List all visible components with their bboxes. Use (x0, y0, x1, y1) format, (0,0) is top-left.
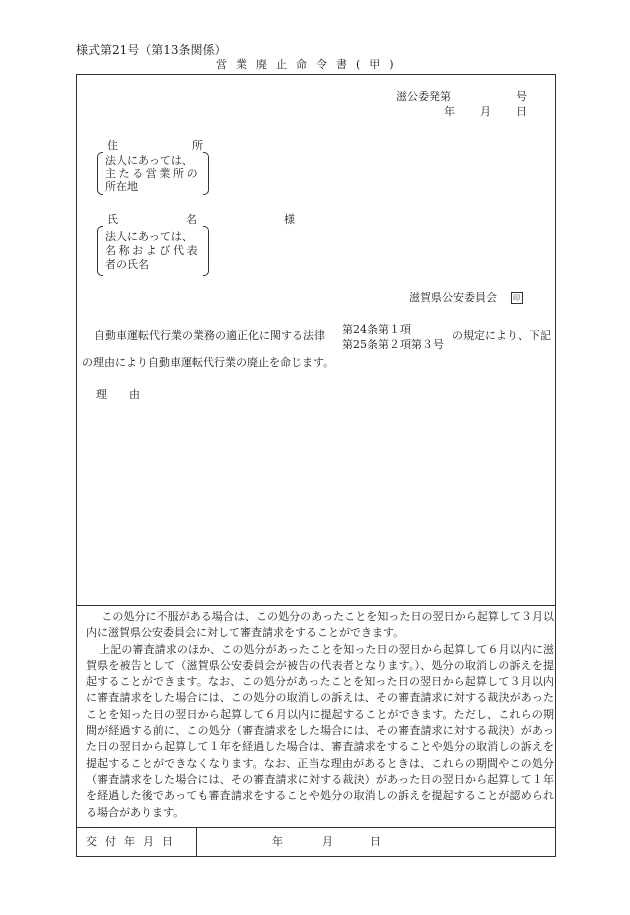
name-note (105, 230, 205, 272)
delivery-month: 月 (322, 835, 333, 848)
issuing-authority (409, 292, 523, 304)
delivery-divider (76, 827, 556, 828)
authority-name: 滋賀県公安委員会 (409, 291, 497, 304)
order-text-line-2: の理由により自動車運転代行業の廃止を命じます。 (82, 356, 335, 369)
issue-date-month: 月 (480, 105, 491, 118)
name-label-char-1: 氏 (107, 213, 118, 226)
address-label-char-2: 所 (192, 139, 203, 152)
seal-mark: 印 (511, 292, 523, 304)
address-note-bracket-left (97, 152, 103, 195)
issuer-number-suffix: 号 (516, 90, 527, 103)
address-note-line-3: 所在地 (105, 180, 138, 193)
article-option-1: 第24条第１項 (342, 323, 411, 336)
notice-divider (76, 605, 556, 606)
name-note-line-3: 者の氏名 (105, 258, 149, 271)
article-option-2: 第25条第２項第３号 (342, 338, 444, 351)
name-label-char-2: 名 (186, 213, 197, 226)
address-label (107, 140, 203, 151)
name-note-bracket-left (97, 226, 103, 276)
appeal-notice-paragraph-1: この処分に不服がある場合は、この処分のあったことを知った日の翌日から起算して３月以内に滋賀県公安委員会に対して審査請求をすることができます。 (86, 610, 554, 640)
name-note-line-2: 名称および代表 (105, 244, 201, 257)
name-honorific: 様 (284, 213, 295, 226)
issuer-number-prefix: 滋公委発第 (396, 90, 451, 103)
delivery-date-label: 交付年月日 (86, 835, 181, 848)
delivery-day: 日 (370, 835, 381, 848)
form-number: 様式第21号（第13条関係） (76, 43, 227, 57)
delivery-year: 年 (272, 835, 283, 848)
reason-label: 理 由 (96, 388, 140, 401)
address-note-line-1: 法人にあっては、 (105, 154, 193, 167)
address-note-line-2: 主たる営業所の (105, 167, 201, 180)
order-text-suffix: の規定により、下記 (452, 329, 551, 342)
order-text-prefix: 自動車運転代行業の業務の適正化に関する法律 (94, 329, 325, 342)
name-note-line-1: 法人にあっては、 (105, 230, 193, 243)
article-options (342, 322, 444, 352)
appeal-notice (86, 609, 554, 821)
appeal-notice-paragraph-2: 上記の審査請求のほか、この処分があったことを知った日の翌日から起算して６月以内に滋賀県を被告として（滋賀県公安委員会が被告の代表者となります。）、処分の取消しの訴えを提起することができます。なお、この処分があったことを知った日の翌日から起算して３月以内に審査請求をした場合には、この処分の取消しの訴えは、その審査請求に対する裁決があったことを知った日の翌日から起算して６月以内に提起することができます。ただし、これらの期間が経過する前に、この処分（審査請求をした場合には、その審査請求に対する裁決）があった日の翌日から起算して１年を経過した場合は、審査請求をすることや処分の取消しの訴えを提起することができなくなります。なお、正当な理由があるときは、これらの期間やこの処分（審査請求をした場合には、その審査請求に対する裁決）があった日の翌日から起算して１年を経過した後であっても審査請求をすることや処分の取消しの訴えを提起することが認められる場合があります。 (86, 642, 554, 819)
address-note (105, 154, 205, 193)
issue-date-year: 年 (444, 105, 455, 118)
address-label-char-1: 住 (107, 139, 118, 152)
issue-date-day: 日 (516, 105, 527, 118)
document-title: 営業廃止命令書(甲) (216, 58, 403, 71)
delivery-column-divider (196, 827, 197, 856)
